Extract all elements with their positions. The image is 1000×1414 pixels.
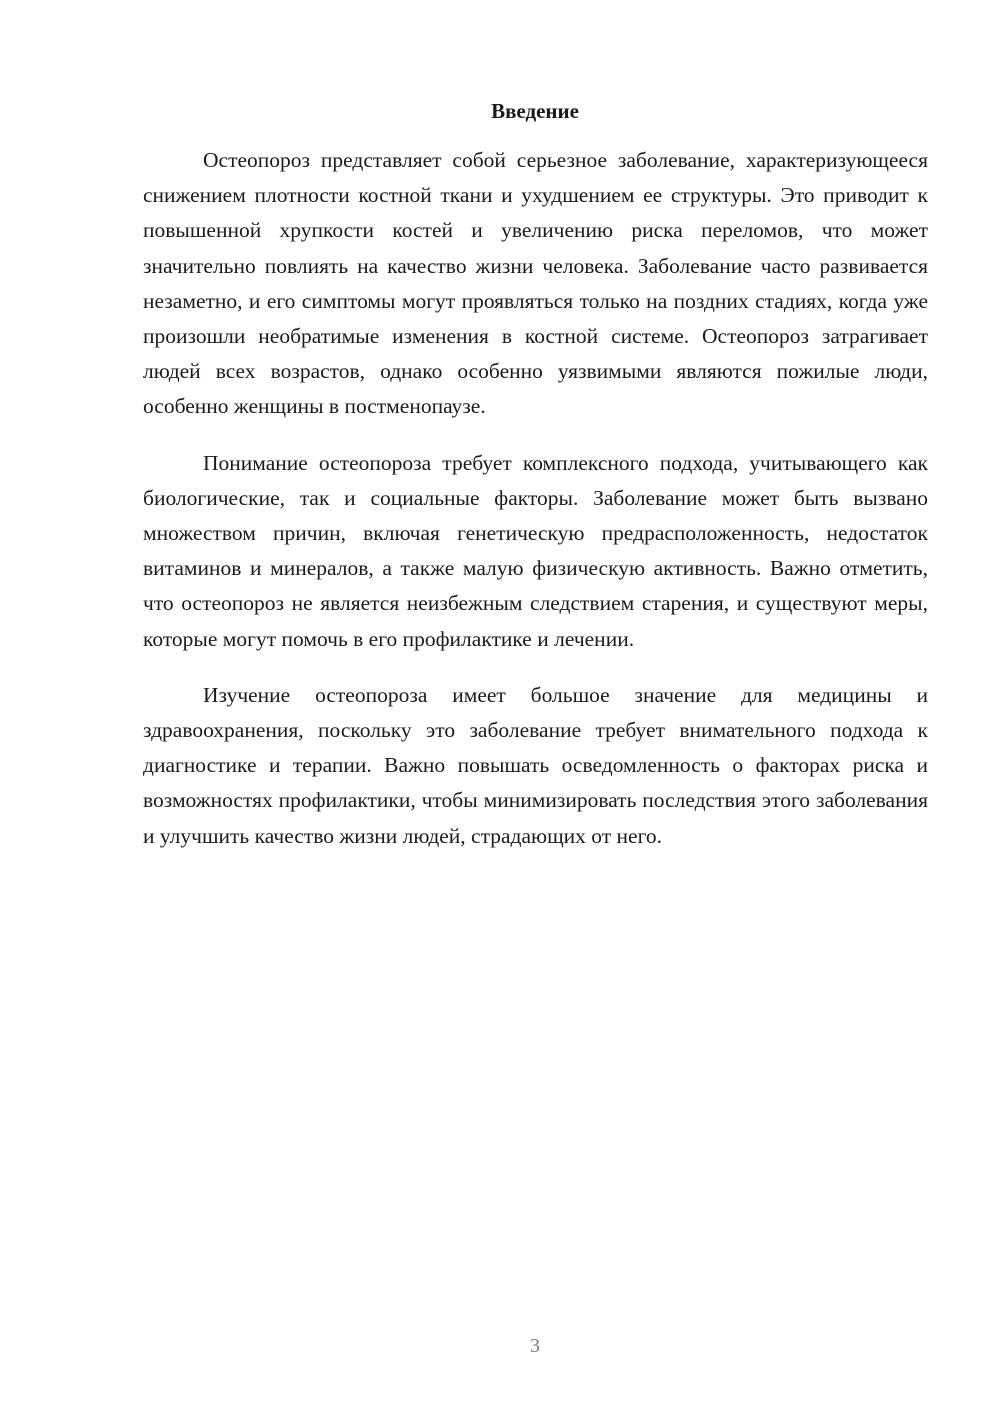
page-number: 3 (530, 1335, 540, 1357)
paragraph-3: Изучение остеопороза имеет большое значение для медицины и здравоохранения, поскольку это заболевание требует внимательного подхода к диагностике и терапии. Важно повышать осведомленность о факторах риска и возможностях профилактики, чтобы минимизировать последствия этого заболевания и улучшить качество жизни людей, страдающих от него. (143, 682, 928, 848)
paragraph-1: Остеопороз представляет собой серьезное заболевание, характеризующееся снижением плотности костной ткани и ухудшением ее структуры. Это приводит к повышенной хрупкости костей и увеличению риска переломов, что может значительно повлиять на качество жизни человека. Заболевание часто развивается незаметно, и его симптомы могут проявляться только на поздних стадиях, когда уже произошли необратимые изменения в костной системе. Остеопороз затрагивает людей всех возрастов, однако особенно уязвимыми являются пожилые люди, особенно женщины в постменопаузе. (143, 148, 928, 419)
paragraph-2: Понимание остеопороза требует комплексного подхода, учитывающего как биологические, так и социальные факторы. Заболевание может быть вызвано множеством причин, включая генетическую предрасположенность, недостаток витаминов и минералов, а также малую физическую активность. Важно отметить, что остеопороз не является неизбежным следствием старения, и существуют меры, которые могут помочь в его профилактике и лечении. (143, 450, 928, 651)
section-heading: Введение (491, 99, 579, 123)
body-text (143, 143, 928, 854)
